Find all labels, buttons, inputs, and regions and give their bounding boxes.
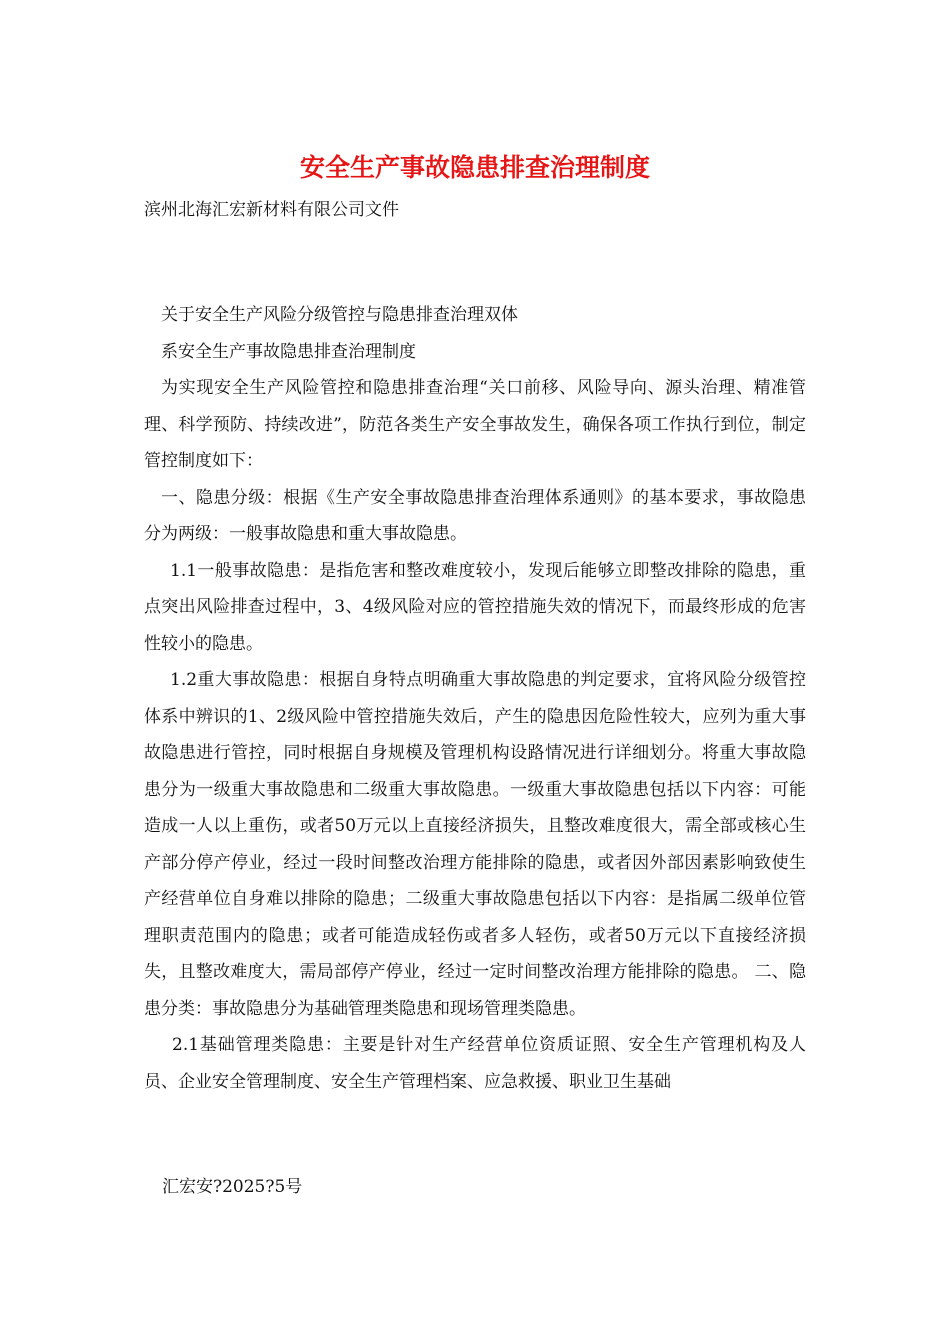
section-1-paragraph: 一、隐患分级：根据《生产安全事故隐患排查治理体系通则》的基本要求，事故隐患分为两级：一般事故隐患和重大事故隐患。 (144, 487, 806, 544)
document-body (144, 297, 806, 1100)
heading-line-1: 关于安全生产风险分级管控与隐患排查治理双体 (161, 305, 518, 325)
section-1-1-paragraph: 1.1一般事故隐患：是指危害和整改难度较小，发现后能够立即整改排除的隐患，重点突出风险排查过程中，3、4级风险对应的管控措施失效的情况下，而最终形成的危害性较小的隐患。 (144, 560, 806, 654)
intro-paragraph: 为实现安全生产风险管控和隐患排查治理“关口前移、风险导向、源头治理、精准管理、科学预防、持续改进”，防范各类生产安全事故发生，确保各项工作执行到位，制定管控制度如下： (144, 378, 806, 471)
section-2-1-paragraph: 2.1基础管理类隐患：主要是针对生产经营单位资质证照、安全生产管理机构及人员、企业安全管理制度、安全生产管理档案、应急救援、职业卫生基础 (144, 1035, 806, 1092)
document-number: 汇宏安?2025?5号 (162, 1177, 303, 1197)
section-1-2-paragraph: 1.2重大事故隐患：根据自身特点明确重大事故隐患的判定要求，宜将风险分级管控体系中辨识的1、2级风险中管控措施失效后，产生的隐患因危险性较大，应列为重大事故隐患进行管控，同时根据自身规模及管理机构设路情况进行详细划分。将重大事故隐患分为一级重大事故隐患和二级重大事故隐患。一级重大事故隐患包括以下内容：可能造成一人以上重伤，或者50万元以上直接经济损失，且整改难度很大，需全部或核心生产部分停产停业，经过一段时间整改治理方能排除的隐患，或者因外部因素影响致使生产经营单位自身难以排除的隐患；二级重大事故隐患包括以下内容：是指属二级单位管理职责范围内的隐患；或者可能造成轻伤或者多人轻伤，或者50万元以下直接经济损失，且整改难度大，需局部停产停业，经过一定时间整改治理方能排除的隐患。 二、隐患分类：事故隐患分为基础管理类隐患和现场管理类隐患。 (144, 670, 806, 1019)
heading-line-2: 系安全生产事故隐患排查治理制度 (161, 341, 416, 362)
document-title: 安全生产事故隐患排查治理制度 (299, 153, 650, 182)
company-name: 滨州北海汇宏新材料有限公司文件 (144, 200, 399, 220)
